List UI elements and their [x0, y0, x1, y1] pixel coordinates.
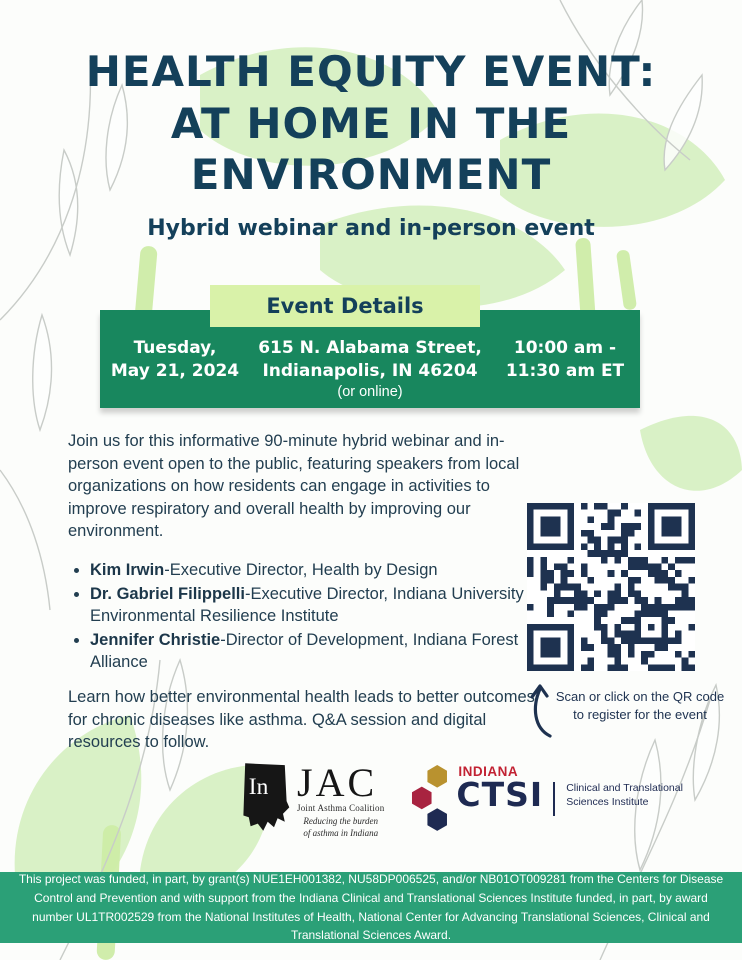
event-location: 615 N. Alabama Street, Indianapolis, IN 46204 (or online) — [250, 337, 490, 403]
speakers-list — [74, 560, 552, 676]
injac-state-letters: In — [248, 773, 269, 800]
ctsi-hexagons-icon — [410, 764, 450, 834]
injac-subtitle: Joint Asthma Coalition — [297, 803, 385, 813]
ctsi-full-name: Clinical and Translational Sciences Institute — [566, 782, 683, 808]
event-details-heading: Event Details — [210, 285, 480, 327]
event-details-section — [100, 285, 640, 408]
title-line3: ENVIRONMENT — [190, 150, 552, 200]
partner-logos — [238, 758, 683, 846]
event-time: 10:00 am - 11:30 am ET — [505, 338, 625, 381]
title-line2: AT HOME IN THE — [170, 98, 572, 148]
speaker-item — [90, 630, 552, 674]
speaker-item — [90, 584, 552, 628]
header — [0, 46, 742, 241]
outro-paragraph: Learn how better environmental health leads to better outcomes for chronic diseases like asthma. Q&A session and digital resources to follow. — [68, 688, 535, 752]
event-location-note: (or online) — [337, 384, 403, 401]
indiana-state-icon — [238, 758, 292, 846]
injac-tagline: Reducing the burden of asthma in Indiana — [303, 816, 379, 838]
page-title — [0, 46, 742, 201]
speaker-name: Jennifer Christie — [90, 630, 221, 649]
curved-arrow-up-icon — [519, 682, 557, 740]
qr-caption: Scan or click on the QR code to register for the event — [555, 689, 725, 722]
ctsi-acronym: CTSI — [456, 775, 544, 814]
ctsi-divider — [553, 782, 555, 816]
speaker-item — [90, 560, 552, 582]
qr-code[interactable] — [527, 503, 695, 671]
speaker-role: -Executive Director, Indiana University Environmental Resilience Institute — [90, 584, 524, 625]
event-date: Tuesday, May 21, 2024 — [110, 338, 240, 381]
event-subtitle: Hybrid webinar and in-person event — [147, 215, 595, 241]
title-line1: HEALTH EQUITY EVENT: — [85, 47, 657, 96]
speaker-name: Dr. Gabriel Filippelli — [90, 584, 245, 603]
injac-logo — [238, 758, 384, 846]
ctsi-logo — [410, 764, 683, 834]
injac-acronym: JAC — [297, 760, 378, 805]
speaker-name: Kim Irwin — [90, 561, 165, 579]
ctsi-state-label: INDIANA — [458, 764, 519, 779]
intro-paragraph: Join us for this informative 90-minute hybrid webinar and in-person event open to the public, featuring speakers from local organizations on how residents can engage in activities to improve respiratory and overall health by improving our environment. — [68, 432, 520, 541]
speaker-role: -Executive Director, Health by Design — [164, 561, 438, 579]
speaker-role: -Director of Development, Indiana Forest Alliance — [90, 630, 519, 671]
funding-disclaimer: This project was funded, in part, by grant(s) NUE1EH001382, NU58DP006525, and/or NB01OT009281 from the Centers for Disease Control and Prevention and with support from the Indiana Clinical and Translational Sciences Institute funded, in part, by award number UL1TR002529 from the National Institutes of Health, National Center for Advancing Translational Sciences, Clinical and Translational Sciences Award. — [0, 872, 742, 943]
